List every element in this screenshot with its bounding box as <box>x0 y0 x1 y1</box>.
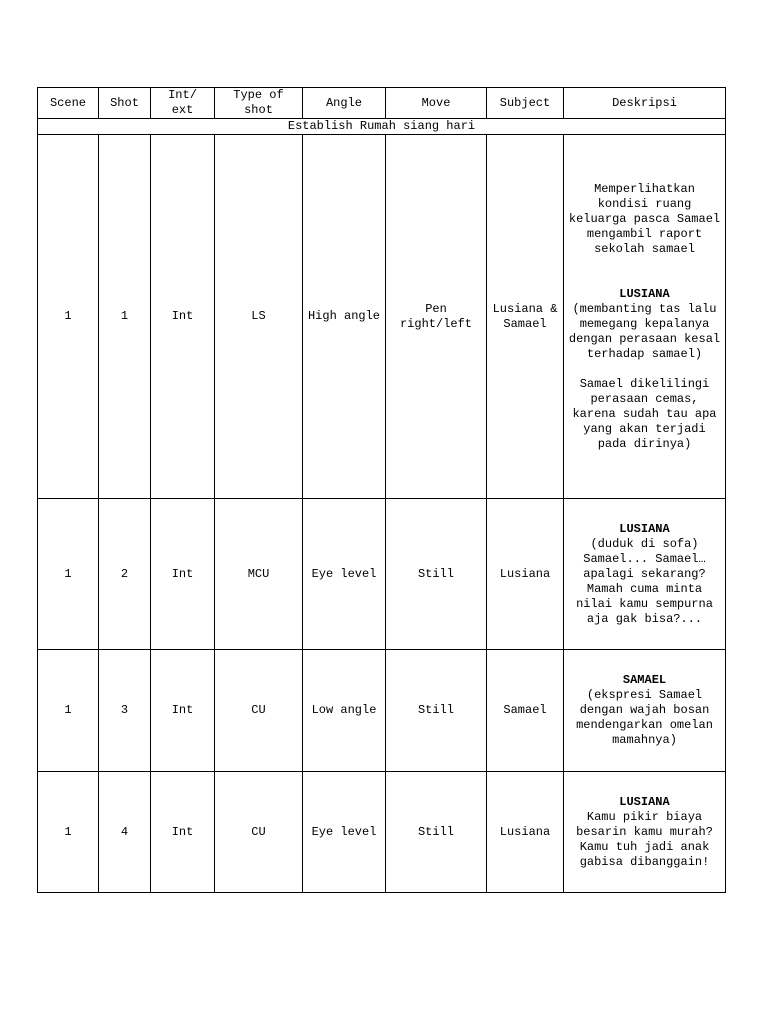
cell-move: Pen right/left <box>386 135 487 499</box>
header-shot: Shot <box>99 88 151 119</box>
description-text: Kamu pikir biaya besarin kamu murah? Kamu tuh jadi anak gabisa dibanggain! <box>576 809 713 869</box>
cell-description <box>564 135 726 499</box>
header-move: Move <box>386 88 487 119</box>
dialogue-block <box>567 287 722 362</box>
speaker-name: LUSIANA <box>619 286 670 301</box>
speaker-name: LUSIANA <box>619 521 670 536</box>
description-text: (duduk di sofa) Samael... Samael… apalagi sekarang? Mamah cuma minta nilai kamu sempurna aja gak bisa?... <box>576 536 713 626</box>
header-int-ext: Int/ ext <box>151 88 215 119</box>
shot-list-table <box>37 87 726 893</box>
cell-move: Still <box>386 499 487 650</box>
cell-type: CU <box>215 772 303 893</box>
cell-move: Still <box>386 772 487 893</box>
speaker-name: LUSIANA <box>619 794 670 809</box>
cell-type: CU <box>215 650 303 772</box>
section-title: Establish Rumah siang hari <box>38 119 726 135</box>
cell-subject: Lusiana <box>487 499 564 650</box>
header-angle: Angle <box>303 88 386 119</box>
cell-int-ext: Int <box>151 650 215 772</box>
cell-angle: High angle <box>303 135 386 499</box>
cell-type: LS <box>215 135 303 499</box>
cell-move: Still <box>386 650 487 772</box>
cell-description <box>564 650 726 772</box>
cell-scene: 1 <box>38 650 99 772</box>
cell-subject: Lusiana & Samael <box>487 135 564 499</box>
cell-int-ext: Int <box>151 135 215 499</box>
cell-int-ext: Int <box>151 499 215 650</box>
cell-shot: 3 <box>99 650 151 772</box>
cell-shot: 1 <box>99 135 151 499</box>
header-deskripsi: Deskripsi <box>564 88 726 119</box>
cell-shot: 4 <box>99 772 151 893</box>
cell-description <box>564 772 726 893</box>
table-row <box>38 135 726 499</box>
cell-description <box>564 499 726 650</box>
speaker-name: SAMAEL <box>622 673 667 687</box>
cell-subject: Lusiana <box>487 772 564 893</box>
description-text: (ekspresi Samael dengan wajah bosan mendengarkan omelan mamahnya) <box>576 688 713 747</box>
table-row <box>38 499 726 650</box>
description-text: Samael dikelilingi perasaan cemas, karena sudah tau apa yang akan terjadi pada dirinya) <box>572 376 717 451</box>
header-subject: Subject <box>487 88 564 119</box>
table-row <box>38 772 726 893</box>
description-text: (membanting tas lalu memegang kepalanya dengan perasaan kesal terhadap samael) <box>568 301 721 361</box>
table-row <box>38 650 726 772</box>
header-row <box>38 88 726 119</box>
cell-angle: Eye level <box>303 772 386 893</box>
cell-scene: 1 <box>38 499 99 650</box>
cell-scene: 1 <box>38 135 99 499</box>
description-text: Memperlihatkan kondisi ruang keluarga pasca Samael mengambil raport sekolah samael <box>568 181 721 256</box>
section-row <box>38 119 726 135</box>
cell-subject: Samael <box>487 650 564 772</box>
cell-angle: Low angle <box>303 650 386 772</box>
header-type-of-shot: Type of shot <box>215 88 303 119</box>
header-scene: Scene <box>38 88 99 119</box>
cell-scene: 1 <box>38 772 99 893</box>
cell-type: MCU <box>215 499 303 650</box>
cell-angle: Eye level <box>303 499 386 650</box>
cell-int-ext: Int <box>151 772 215 893</box>
cell-shot: 2 <box>99 499 151 650</box>
